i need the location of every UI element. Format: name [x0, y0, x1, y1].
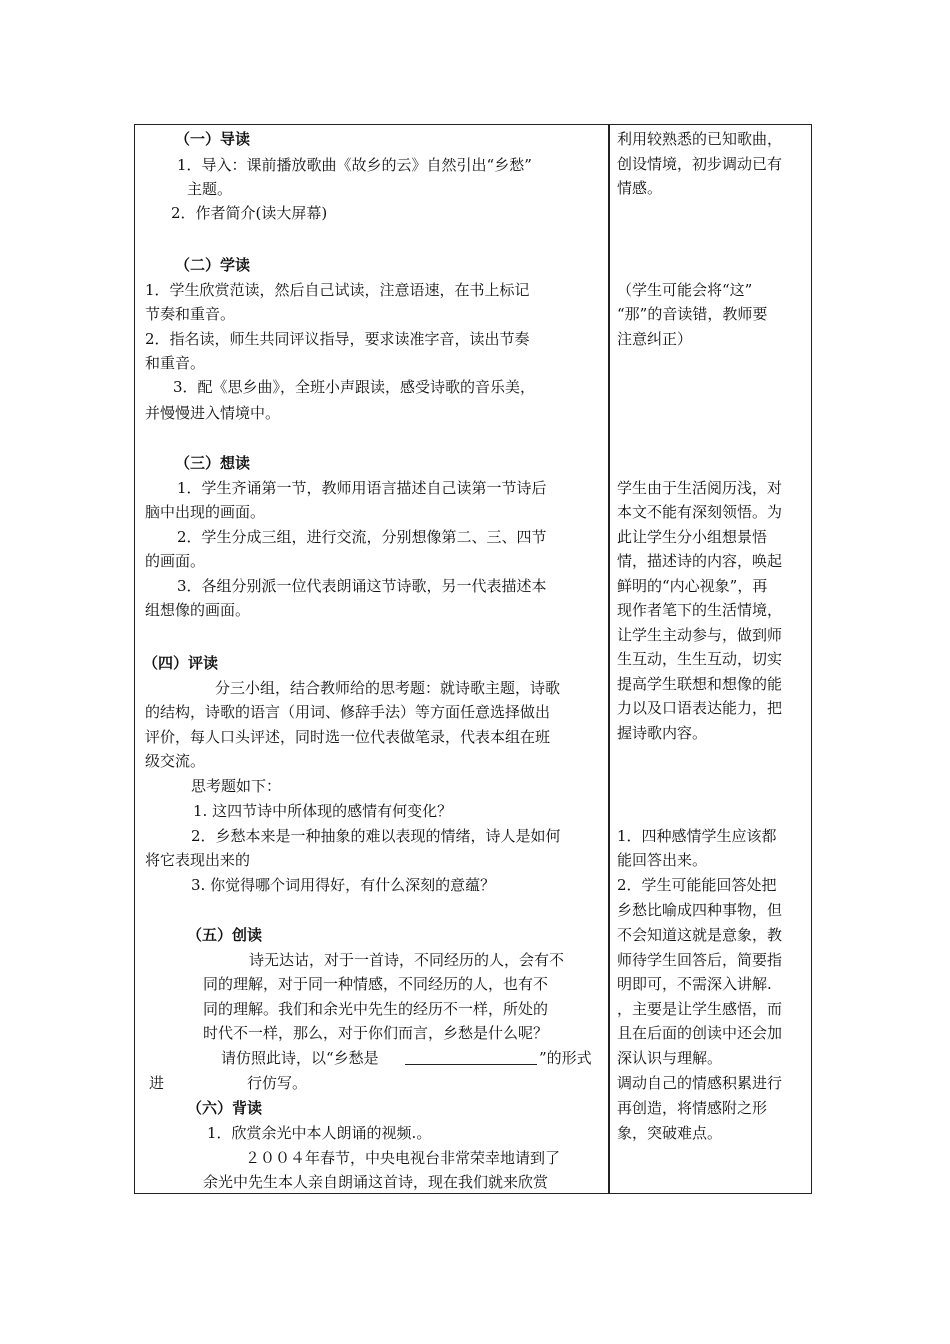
note-line: 情感。 [617, 179, 663, 197]
text-line: 1．学生齐诵第一节，教师用语言描述自己读第一节诗后 [177, 479, 547, 497]
note-line: 乡愁比喻成四种事物，但 [617, 901, 783, 919]
note-line: 鲜明的“内心视象”，再 [617, 577, 768, 595]
text-line: 和重音。 [145, 354, 206, 372]
section-heading: （三）想读 [175, 454, 251, 472]
note-line: 利用较熟悉的已知歌曲， [617, 130, 783, 148]
note-line: 此让学生分小组想景悟 [617, 528, 768, 546]
text-line: 的画面。 [145, 552, 206, 570]
text-line: 3．配《思乡曲》，全班小声跟读，感受诗歌的音乐美， [173, 378, 536, 396]
text-line: 1．欣赏余光中本人朗诵的视频.。 [207, 1124, 432, 1142]
note-line: 调动自己的情感积累进行 [617, 1074, 783, 1092]
text-line: ”的形式 [539, 1049, 592, 1067]
note-line: 且在后面的创读中还会加 [617, 1024, 783, 1042]
note-line: （学生可能会将“这” [617, 281, 753, 299]
text-line: 主题。 [187, 180, 233, 198]
text-line: 将它表现出来的 [145, 851, 251, 869]
text-line: 评价，每人口头评述，同时选一位代表做笔录，代表本组在班 [145, 728, 551, 746]
note-line: 情，描述诗的内容，唤起 [617, 552, 783, 570]
text-line: 1. 这四节诗中所体现的感情有何变化？ [193, 802, 453, 820]
text-line: 节奏和重音。 [145, 305, 236, 323]
note-line: 不会知道这就是意象，教 [617, 926, 783, 944]
note-line: ，主要是让学生感悟，而 [617, 1000, 783, 1018]
text-line: 2．乡愁本来是一种抽象的难以表现的情绪，诗人是如何 [191, 827, 561, 845]
note-line: 创设情境，初步调动已有 [617, 155, 783, 173]
text-line: 1．学生欣赏范读，然后自己试读，注意语速，在书上标记 [145, 281, 530, 299]
text-line: 组想像的画面。 [145, 601, 251, 619]
lesson-table [134, 124, 812, 1194]
note-line: “那”的音读错，教师要 [617, 305, 768, 323]
note-line: 深认识与理解。 [617, 1049, 723, 1067]
note-line: 注意纠正） [617, 330, 693, 348]
text-line: 2．作者简介(读大屏幕) [171, 204, 328, 222]
text-line: 2．指名读，师生共同评议指导，要求读准字音，读出节奏 [145, 330, 530, 348]
text-line: 同的理解，对于同一种情感，不同经历的人，也有不 [203, 975, 549, 993]
note-line: 2．学生可能能回答处把 [617, 876, 777, 894]
text-line: 2．学生分成三组，进行交流，分别想像第二、三、四节 [177, 528, 547, 546]
note-line: 力以及口语表达能力，把 [617, 699, 783, 717]
text-line: 时代不一样，那么，对于你们而言，乡愁是什么呢？ [203, 1024, 549, 1042]
section-heading: （一）导读 [175, 130, 251, 148]
text-line: 请仿照此诗，以“乡愁是 [221, 1049, 379, 1067]
note-line: 象，突破难点。 [617, 1124, 723, 1142]
note-line: 本文不能有深刻领悟。为 [617, 503, 783, 521]
section-heading: （四）评读 [143, 654, 219, 672]
column-divider [608, 125, 610, 1193]
text-line: 行仿写。 [247, 1074, 308, 1092]
text-line: 余光中先生本人亲自朗诵这首诗，现在我们就来欣赏 [203, 1173, 549, 1191]
text-line: 并慢慢进入情境中。 [145, 404, 281, 422]
note-line: 再创造，将情感附之形 [617, 1099, 768, 1117]
note-line: 能回答出来。 [617, 851, 708, 869]
text-line: 3. 你觉得哪个词用得好，有什么深刻的意蕴？ [191, 876, 496, 894]
text-line: 进 [149, 1074, 165, 1092]
text-line: 1．导入：课前播放歌曲《故乡的云》自然引出“乡愁” [177, 156, 532, 174]
section-heading: （五）创读 [187, 926, 263, 944]
text-line: 脑中出现的画面。 [145, 503, 266, 521]
text-line: 的结构，诗歌的语言（用词、修辞手法）等方面任意选择做出 [145, 703, 551, 721]
text-line: 思考题如下： [191, 777, 282, 795]
note-line: 现作者笔下的生活情境， [617, 601, 783, 619]
fill-in-blank [405, 1064, 537, 1065]
note-line: 让学生主动参与，做到师 [617, 626, 783, 644]
section-heading: （六）背读 [187, 1099, 263, 1117]
note-line: 生互动，生生互动，切实 [617, 650, 783, 668]
note-line: 师待学生回答后，简要指 [617, 951, 783, 969]
note-line: 学生由于生活阅历浅，对 [617, 479, 783, 497]
text-line: 级交流。 [145, 752, 206, 770]
section-heading: （二）学读 [175, 256, 251, 274]
text-line: 分三小组，结合教师给的思考题：就诗歌主题，诗歌 [215, 679, 561, 697]
note-line: 1．四种感情学生应该都 [617, 827, 777, 845]
note-line: 明即可，不需深入讲解. [617, 975, 772, 993]
text-line: 3．各组分别派一位代表朗诵这节诗歌，另一代表描述本 [177, 577, 547, 595]
note-line: 提高学生联想和想像的能 [617, 675, 783, 693]
text-line: 同的理解。我们和余光中先生的经历不一样，所处的 [203, 1000, 549, 1018]
text-line: 诗无达诂，对于一首诗，不同经历的人，会有不 [249, 951, 565, 969]
text-line: ２００４年春节，中央电视台非常荣幸地请到了 [245, 1149, 561, 1167]
note-line: 握诗歌内容。 [617, 724, 708, 742]
